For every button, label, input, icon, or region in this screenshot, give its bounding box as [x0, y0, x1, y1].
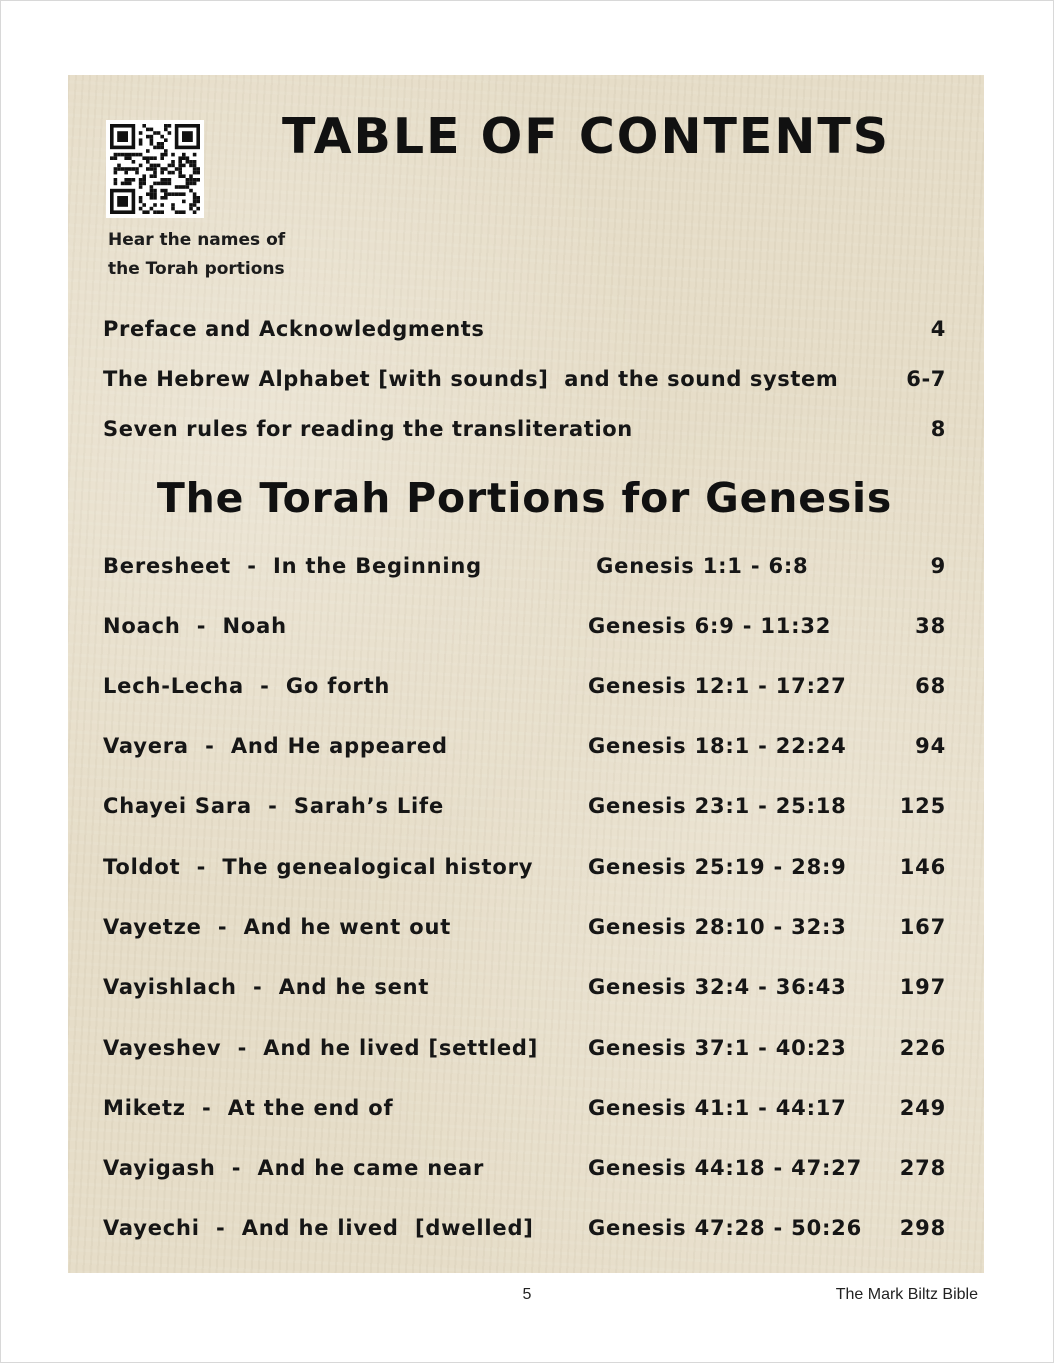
portion-reference: Genesis 6:9 - 11:32 [588, 614, 832, 638]
toc-entry-page: 6-7 [906, 367, 946, 391]
portion-reference: Genesis 25:19 - 28:9 [588, 855, 847, 879]
portion-name: Vayigash - And he came near [103, 1156, 485, 1180]
portion-page: 146 [899, 855, 946, 879]
portion-name: Vayechi - And he lived [dwelled] [103, 1216, 534, 1240]
portion-row[interactable] [103, 1032, 946, 1064]
toc-entry-page: 4 [930, 317, 946, 341]
qr-caption [108, 226, 328, 284]
portion-reference: Genesis 12:1 - 17:27 [588, 674, 847, 698]
portion-page: 226 [899, 1036, 946, 1060]
toc-entry-hebrew-alphabet[interactable] [103, 364, 946, 394]
footer-page-number: 5 [522, 1286, 532, 1303]
portion-row[interactable] [103, 1212, 946, 1244]
portion-reference: Genesis 44:18 - 47:27 [588, 1156, 863, 1180]
portion-name: Toldot - The genealogical history [103, 855, 534, 879]
portion-page: 197 [899, 975, 946, 999]
portion-row[interactable] [103, 1152, 946, 1184]
portion-page: 125 [899, 794, 946, 818]
portion-page: 9 [930, 554, 946, 578]
portion-name: Lech-Lecha - Go forth [103, 674, 391, 698]
portion-row[interactable] [103, 610, 946, 642]
portion-page: 94 [915, 734, 946, 758]
portion-name: Vayishlach - And he sent [103, 975, 430, 999]
portion-page: 68 [915, 674, 946, 698]
portion-page: 278 [899, 1156, 946, 1180]
toc-entry-label: The Hebrew Alphabet [with sounds] and the sound system [103, 367, 839, 391]
portion-reference: Genesis 41:1 - 44:17 [588, 1096, 847, 1120]
portion-reference: Genesis 37:1 - 40:23 [588, 1036, 847, 1060]
toc-entry-preface[interactable] [103, 314, 946, 344]
portion-page: 38 [915, 614, 946, 638]
portion-page: 167 [899, 915, 946, 939]
page-title: TABLE OF CONTENTS [282, 108, 891, 165]
toc-entry-label: Seven rules for reading the transliteration [103, 417, 633, 441]
portion-row[interactable] [103, 730, 946, 762]
section-title: The Torah Portions for Genesis [156, 474, 893, 522]
qr-caption-line-2: the Torah portions [108, 259, 285, 279]
toc-entry-page: 8 [930, 417, 946, 441]
portion-reference: Genesis 1:1 - 6:8 [588, 554, 809, 578]
portion-reference: Genesis 28:10 - 32:3 [588, 915, 847, 939]
qr-caption-line-1: Hear the names of [108, 230, 286, 250]
portion-name: Chayei Sara - Sarah’s Life [103, 794, 445, 818]
portion-name: Vayeshev - And he lived [settled] [103, 1036, 539, 1060]
portion-row[interactable] [103, 971, 946, 1003]
portion-row[interactable] [103, 911, 946, 943]
portion-row[interactable] [103, 790, 946, 822]
portion-name: Noach - Noah [103, 614, 287, 638]
portion-name: Beresheet - In the Beginning [103, 554, 482, 578]
portion-name: Vayetze - And he went out [103, 915, 452, 939]
portion-page: 298 [899, 1216, 946, 1240]
portion-page: 249 [899, 1096, 946, 1120]
portion-reference: Genesis 47:28 - 50:26 [588, 1216, 863, 1240]
portion-row[interactable] [103, 851, 946, 883]
portion-reference: Genesis 18:1 - 22:24 [588, 734, 847, 758]
portion-row[interactable] [103, 550, 946, 582]
portion-reference: Genesis 32:4 - 36:43 [588, 975, 847, 999]
portion-name: Vayera - And He appeared [103, 734, 448, 758]
qr-code-icon[interactable] [106, 120, 204, 218]
portion-row[interactable] [103, 1092, 946, 1124]
toc-entry-seven-rules[interactable] [103, 414, 946, 444]
footer-book-title: The Mark Biltz Bible [835, 1286, 978, 1303]
portion-row[interactable] [103, 670, 946, 702]
toc-entry-label: Preface and Acknowledgments [103, 317, 485, 341]
portion-reference: Genesis 23:1 - 25:18 [588, 794, 847, 818]
portion-name: Miketz - At the end of [103, 1096, 394, 1120]
